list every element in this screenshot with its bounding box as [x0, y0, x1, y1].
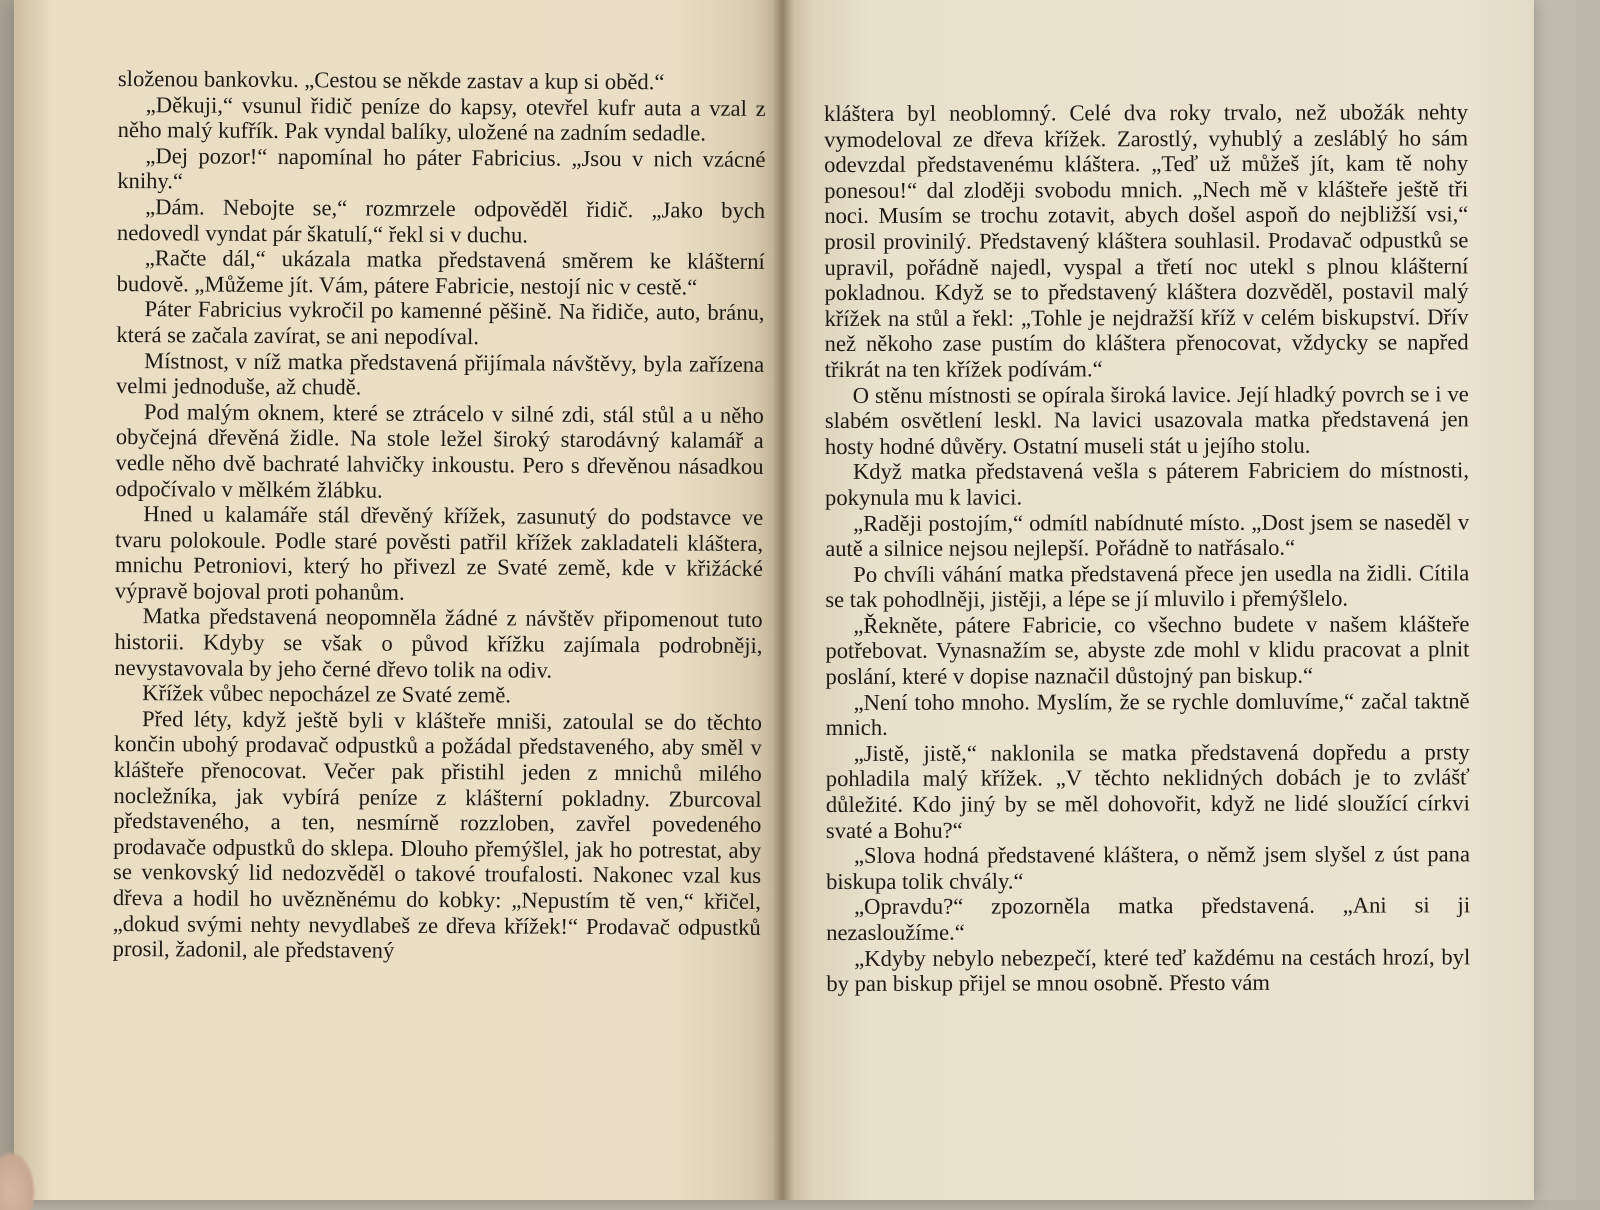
open-book: [14, 0, 1534, 1200]
paragraph: O stěnu místnosti se opírala široká lavice. Její hladký povrch se i ve slabém osvětlení leskl. Na lavici usazovala matka představená jen hosty hodné důvěry. Ostatní museli stát u jejího stolu.: [824, 380, 1469, 459]
paragraph: „Dám. Nebojte se,“ rozmrzele odpověděl řidič. „Jako bych nedovedl vyndat pár škatulí,“ řekl si v duchu.: [116, 194, 766, 248]
paragraph: kláštera byl neoblomný. Celé dva roky trvalo, než ubožák nehty vymodeloval ze dřeva křížek. Zarostlý, vyhublý a zesláblý ho sám odevzdal představenému kláštera. „Teď už můžeš jít, kam tě nohy ponesou!“ dal zloději svobodu mnich. „Nech mě v klášteře ještě tři noci. Musím se trochu zotavit, abych došel aspoň do nejbližší vsi,“ prosil provinilý. Představený kláštera souhlasil. Prodavač odpustků se upravil, pořádně najedl, vyspal a třetí noc utekl s plnou klášterní pokladnou. Když se to představený kláštera dozvěděl, postavil malý křížek na stůl a řekl: „Tohle je nejdražší kříž v celém biskupství. Dřív než někoho zase pustím do kláštera přenocovat, vždycky se napřed třikrát na ten křížek podívám.“: [824, 99, 1469, 382]
paragraph: složenou bankovku. „Cestou se někde zastav a kup si oběd.“: [117, 66, 665, 95]
paragraph: Před léty, když ještě byli v klášteře mniši, zatoulal se do těchto končin ubohý prodavač odpustků a požádal představeného, aby směl v klášteře přenocovat. Večer pak přistihl jeden z mnichů milého nocležníka, jak vybírá peníze z klášterní pokladny. Zburcoval představeného, a ten, nesmírně rozzloben, zavřel povedeného prodavače odpustků do sklepa. Dlouho přemýšlel, jak ho potrestat, aby se venkovský lid nedozvěděl o takové troufalosti. Nakonec vzal kus dřeva a hodil ho uvězněnému do kobky: „Nepustím tě ven,“ křičel, „dokud svými nehty nevydlabeš ze dřeva křížek!“ Prodavač odpustků prosil, žadonil, ale představený: [112, 706, 763, 963]
paragraph: Hned u kalamáře stál dřevěný křížek, zasunutý do podstavce ve tvaru polokoule. Podle staré pověsti patřil křížek zakladateli kláštera, mnichu Petroniovi, který ho přivezl ze Svaté země, kde v křižácké výpravě bojoval proti pohanům.: [114, 501, 764, 605]
paragraph: „Opravdu?“ zpozorněla matka představená. „Ani si ji nezasloužíme.“: [826, 892, 1471, 945]
paragraph: „Jistě, jistě,“ naklonila se matka představená dopředu a prsty pohladila malý křížek. „V těchto neklidných dobách je to zvlášť důležité. Kdo jiný by se měl dohovořit, když ne lidé sloužící církvi svaté a Bohu?“: [825, 739, 1470, 843]
paragraph: „Račte dál,“ ukázala matka představená směrem ke klášterní budově. „Můžeme jít. Vám, pátere Fabricie, nestojí nic v cestě.“: [116, 245, 765, 300]
paragraph: Když matka představená vešla s páterem Fabriciem do místnosti, pokynula mu k lavici.: [825, 457, 1470, 510]
finger-edge: [0, 1150, 36, 1210]
right-page: [782, 0, 1534, 1200]
paragraph: Páter Fabricius vykročil po kamenné pěšině. Na řidiče, auto, bránu, která se začala zavírat, se ani nepodíval.: [116, 296, 765, 350]
paragraph: „Kdyby nebylo nebezpečí, které teď každému na cestách hrozí, byl by pan biskup přijel se mnou osobně. Přesto vám: [826, 943, 1471, 997]
paragraph: „Raději postojím,“ odmítl nabídnuté místo. „Dost jsem se naseděl v autě a silnice nejsou nejlepší. Pořádně to natřásalo.“: [825, 508, 1470, 562]
paragraph: „Děkuji,“ vsunul řidič peníze do kapsy, otevřel kufr auta a vzal z něho malý kufřík. Pak vyndal balíky, uložené na zadním sedadle.: [117, 91, 766, 146]
paragraph: Křížek vůbec nepocházel ze Svaté země.: [142, 680, 512, 708]
book-spine-shadow: [772, 0, 794, 1200]
left-page: [14, 0, 782, 1200]
paragraph: „Slova hodná představené kláštera, o němž jsem slyšel z úst pana biskupa tolik chvály.“: [826, 841, 1471, 894]
paragraph: Místnost, v níž matka představená přijímala návštěvy, byla zařízena velmi jednoduše, až chudě.: [115, 347, 765, 400]
paragraph: „Není toho mnoho. Myslím, že se rychle domluvíme,“ začal taktně mnich.: [825, 687, 1470, 741]
paragraph: „Řekněte, pátere Fabricie, co všechno budete v našem klášteře potřebovat. Vynasnažím se, abyste zde mohl v klidu pracovat a plnit poslání, které v dopise naznačil důstojný pan biskup.“: [825, 611, 1470, 690]
paragraph: Pod malým oknem, které se ztrácelo v silné zdi, stál stůl a u něho obyčejná dřevěná židle. Na stole ležel široký starodávný kalamář a vedle něho dvě bachraté lahvičky inkoustu. Pero s dřevěnou násadkou odpočívalo v mělkém žlábku.: [115, 398, 764, 503]
paragraph: Po chvíli váhání matka představená přece jen usedla na židli. Cítila se tak pohodlněji, jistěji, a lépe se jí mluvilo i přemýšlelo.: [825, 559, 1470, 613]
right-page-text: [824, 99, 1470, 996]
paragraph: Matka představená neopomněla žádné z návštěv připomenout tuto historii. Kdyby se však o původ křížku zajímala podrobněji, nevystavovala by jeho černé dřevo tolik na odiv.: [114, 603, 763, 683]
paragraph: „Dej pozor!“ napomínal ho páter Fabricius. „Jsou v nich vzácné knihy.“: [117, 142, 766, 194]
left-page-text: [113, 66, 766, 966]
